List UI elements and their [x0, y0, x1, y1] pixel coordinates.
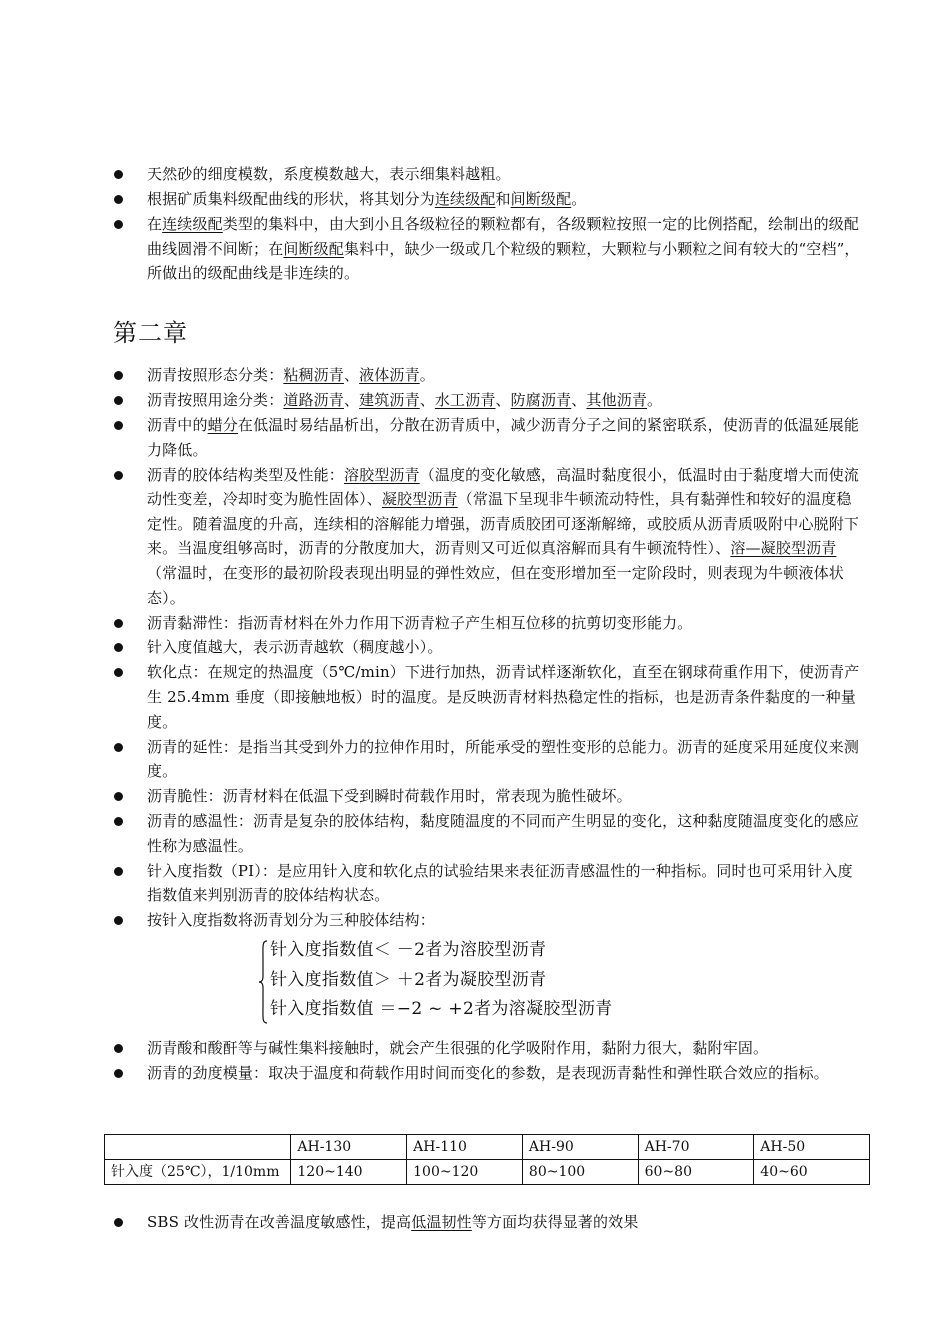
bullet-list-asphalt	[112, 363, 864, 933]
underlined-term: 道路沥青	[283, 390, 344, 409]
underlined-term: 溶—凝胶型沥青	[730, 539, 837, 558]
formula-line-sol-gel: 针入度指数值 ＝−2 ~ +2者为溶凝胶型沥青	[270, 999, 613, 1019]
bullet-icon	[114, 668, 123, 677]
list-item-text: 针入度指数（PI）：是应用针入度和软化点的试验结果来表征沥青感温性的一种指标。同时也可采用针入度指数值来判别沥青的胶体结构状态。	[147, 861, 853, 905]
list-item-text: 集料中，缺少一级或几个粒级的颗粒，大颗粒与小颗粒之间有较大的“空档”，所做出的级配曲线是非连续的。	[147, 239, 860, 283]
bullet-icon	[114, 421, 123, 430]
list-item-text: 和	[495, 189, 511, 208]
table-cell: AH-70	[638, 1135, 754, 1160]
underlined-term: 溶胶型沥青	[343, 465, 420, 484]
list-item	[112, 388, 864, 413]
bullet-icon	[114, 817, 123, 826]
list-item-text: 沥青酸和酸酐等与碱性集料接触时，就会产生很强的化学吸附作用，黏附力很大，黏附牢固。	[147, 1039, 769, 1057]
bullet-icon	[114, 170, 123, 179]
bullet-icon	[114, 220, 123, 229]
list-item-text: 针入度值越大，表示沥青越软（稠度越小）。	[147, 638, 443, 657]
penetration-grade-table	[104, 1134, 870, 1185]
bullet-icon	[114, 619, 123, 628]
list-item	[112, 735, 864, 784]
list-item-text: 沥青按照形态分类：	[147, 366, 284, 384]
list-item	[112, 908, 864, 933]
list-item-text: 沥青黏滞性：指沥青材料在外力作用下沥青粒子产生相互位移的抗剪切变形能力。	[147, 613, 693, 632]
list-item-text: 、	[343, 390, 360, 409]
list-item-text: 沥青的劲度模量：取决于温度和荷载作用时间而变化的参数，是表现沥青黏性和弹性联合效应的指标。	[147, 1063, 829, 1082]
table-cell: AH-130	[291, 1135, 407, 1160]
underlined-term: 间断级配	[510, 189, 572, 208]
bullet-list-sbs	[112, 1210, 864, 1235]
underlined-term: 建筑沥青	[359, 390, 420, 409]
underlined-term: 低温韧性	[411, 1213, 472, 1231]
list-item-text: 在	[147, 214, 163, 233]
underlined-term: 连续级配	[162, 214, 223, 233]
bullet-icon	[114, 1069, 123, 1078]
list-item	[112, 859, 864, 908]
list-item-text: 。	[419, 366, 435, 384]
table-cell: AH-90	[522, 1135, 638, 1160]
list-item-text: 沥青脆性：沥青材料在低温下受到瞬时荷载作用时，常表现为脆性破坏。	[147, 787, 632, 806]
list-item-text: 类型的集料中，由大到小且各级粒径的颗粒都有，各级颗粒按照一定的比例搭配，绘制出的级配曲线圆滑不间断；在	[147, 214, 860, 258]
bullet-icon	[114, 867, 123, 876]
table-cell: 100~120	[407, 1160, 523, 1185]
list-item-text: 、	[343, 366, 360, 384]
table-header-row	[105, 1135, 870, 1160]
list-item-text: 软化点：在规定的热温度（5℃/min）下进行加热，沥青试样逐渐软化，直至在钢球荷重作用下，使沥青产生 25.4mm 垂度（即接触地板）时的温度。是反映沥青材料热稳定性的指标，也是沥青条件黏度的一种量度。	[147, 663, 860, 731]
list-item-text: （常温下呈现非牛顿流动特性，具有黏弹性和较好的温度稳定性。随着温度的升高，连续相的溶解能力增强，沥青质胶团可逐渐解缔，或胶质从沥青质吸附中心脱附下来。当温度组够高时，沥青的分散度加大，沥青则又可近似真溶解而具有牛顿流特性）、	[147, 490, 860, 558]
list-item	[112, 611, 864, 636]
list-item	[112, 413, 864, 462]
list-item-text: SBS 改性沥青在改善温度敏感性，提高	[147, 1213, 412, 1231]
list-item-text: （温度的变化敏感，高温时黏度很小，低温时由于黏度增大而使流动性变差，冷却时变为脆性固体）、	[147, 465, 860, 509]
table-cell: 80~100	[522, 1160, 638, 1185]
list-item-text: 在低温时易结晶析出，分散在沥青质中，减少沥青分子之间的紧密联系，使沥青的低温延展能力降低。	[147, 415, 860, 459]
list-item	[112, 212, 864, 286]
table-cell: 40~60	[754, 1160, 870, 1185]
underlined-term: 粘稠沥青	[283, 366, 344, 384]
list-item-text: 。	[647, 390, 663, 409]
bullet-icon	[114, 195, 123, 204]
list-item-text: （常温时，在变形的最初阶段表现出明显的弹性效应，但在变形增加至一定阶段时，则表现为牛顿液体状态）。	[147, 563, 844, 607]
bullet-icon	[114, 743, 123, 752]
bullet-list-asphalt-continued	[112, 1036, 864, 1086]
underlined-term: 水工沥青	[434, 390, 496, 409]
bullet-icon	[114, 1218, 123, 1227]
table-cell: 120~140	[291, 1160, 407, 1185]
left-brace-icon	[258, 940, 268, 1024]
table-cell: AH-110	[407, 1135, 523, 1160]
list-item	[112, 1210, 864, 1235]
list-item-text: 根据矿质集料级配曲线的形状，将其划分为	[147, 189, 435, 208]
underlined-term: 连续级配	[434, 189, 496, 208]
list-item-text: 、	[495, 390, 511, 409]
list-item-text: 天然砂的细度模数，系度模数越大，表示细集料越粗。	[147, 165, 511, 183]
list-item-text: 。	[571, 189, 587, 208]
list-item	[112, 635, 864, 660]
chapter-heading: 第二章	[113, 319, 188, 347]
underlined-term: 蜡分	[207, 415, 238, 434]
list-item	[112, 363, 864, 388]
list-item-text: 等方面均获得显著的效果	[471, 1213, 639, 1231]
bullet-icon	[114, 396, 123, 405]
formula-line-sol: 针入度指数值＜ －2者为溶胶型沥青	[270, 940, 547, 960]
list-item	[112, 162, 864, 187]
table-row	[105, 1160, 870, 1185]
bullet-icon	[114, 643, 123, 652]
bullet-icon	[114, 1044, 123, 1053]
list-item-text: 沥青按照用途分类：	[147, 390, 284, 409]
list-item-text: 沥青的胶体结构类型及性能：	[147, 465, 344, 484]
list-item	[112, 809, 864, 858]
underlined-term: 其他沥青	[586, 390, 648, 409]
bullet-icon	[114, 471, 123, 480]
list-item-text: 、	[571, 390, 587, 409]
colloid-classification-formula	[258, 936, 678, 1028]
bullet-icon	[114, 792, 123, 801]
list-item-text: 按针入度指数将沥青划分为三种胶体结构：	[147, 911, 435, 930]
table-cell: AH-50	[754, 1135, 870, 1160]
table-cell	[105, 1135, 291, 1160]
bullet-list-aggregate	[112, 162, 864, 286]
underlined-term: 凝胶型沥青	[381, 490, 458, 509]
list-item	[112, 463, 864, 611]
list-item-text: 沥青中的	[147, 415, 208, 434]
list-item-text: 沥青的感温性：沥青是复杂的胶体结构，黏度随温度的不同而产生明显的变化，这种黏度随温度变化的感应性称为感温性。	[147, 812, 860, 855]
bullet-icon	[114, 371, 123, 380]
bullet-icon	[114, 916, 123, 925]
table-cell: 60~80	[638, 1160, 754, 1185]
formula-line-gel: 针入度指数值＞ ＋2者为凝胶型沥青	[270, 969, 547, 990]
list-item	[112, 784, 864, 809]
table-cell: 针入度（25℃），1/10mm	[105, 1160, 291, 1185]
underlined-term: 间断级配	[283, 239, 344, 258]
list-item	[112, 1061, 864, 1086]
underlined-term: 防腐沥青	[510, 390, 572, 409]
underlined-term: 液体沥青	[359, 366, 420, 384]
list-item	[112, 1036, 864, 1061]
list-item	[112, 660, 864, 734]
list-item-text: 沥青的延性：是指当其受到外力的拉伸作用时，所能承受的塑性变形的总能力。沥青的延度采用延度仪来测度。	[147, 737, 860, 781]
list-item-text: 、	[419, 390, 435, 409]
list-item	[112, 187, 864, 212]
